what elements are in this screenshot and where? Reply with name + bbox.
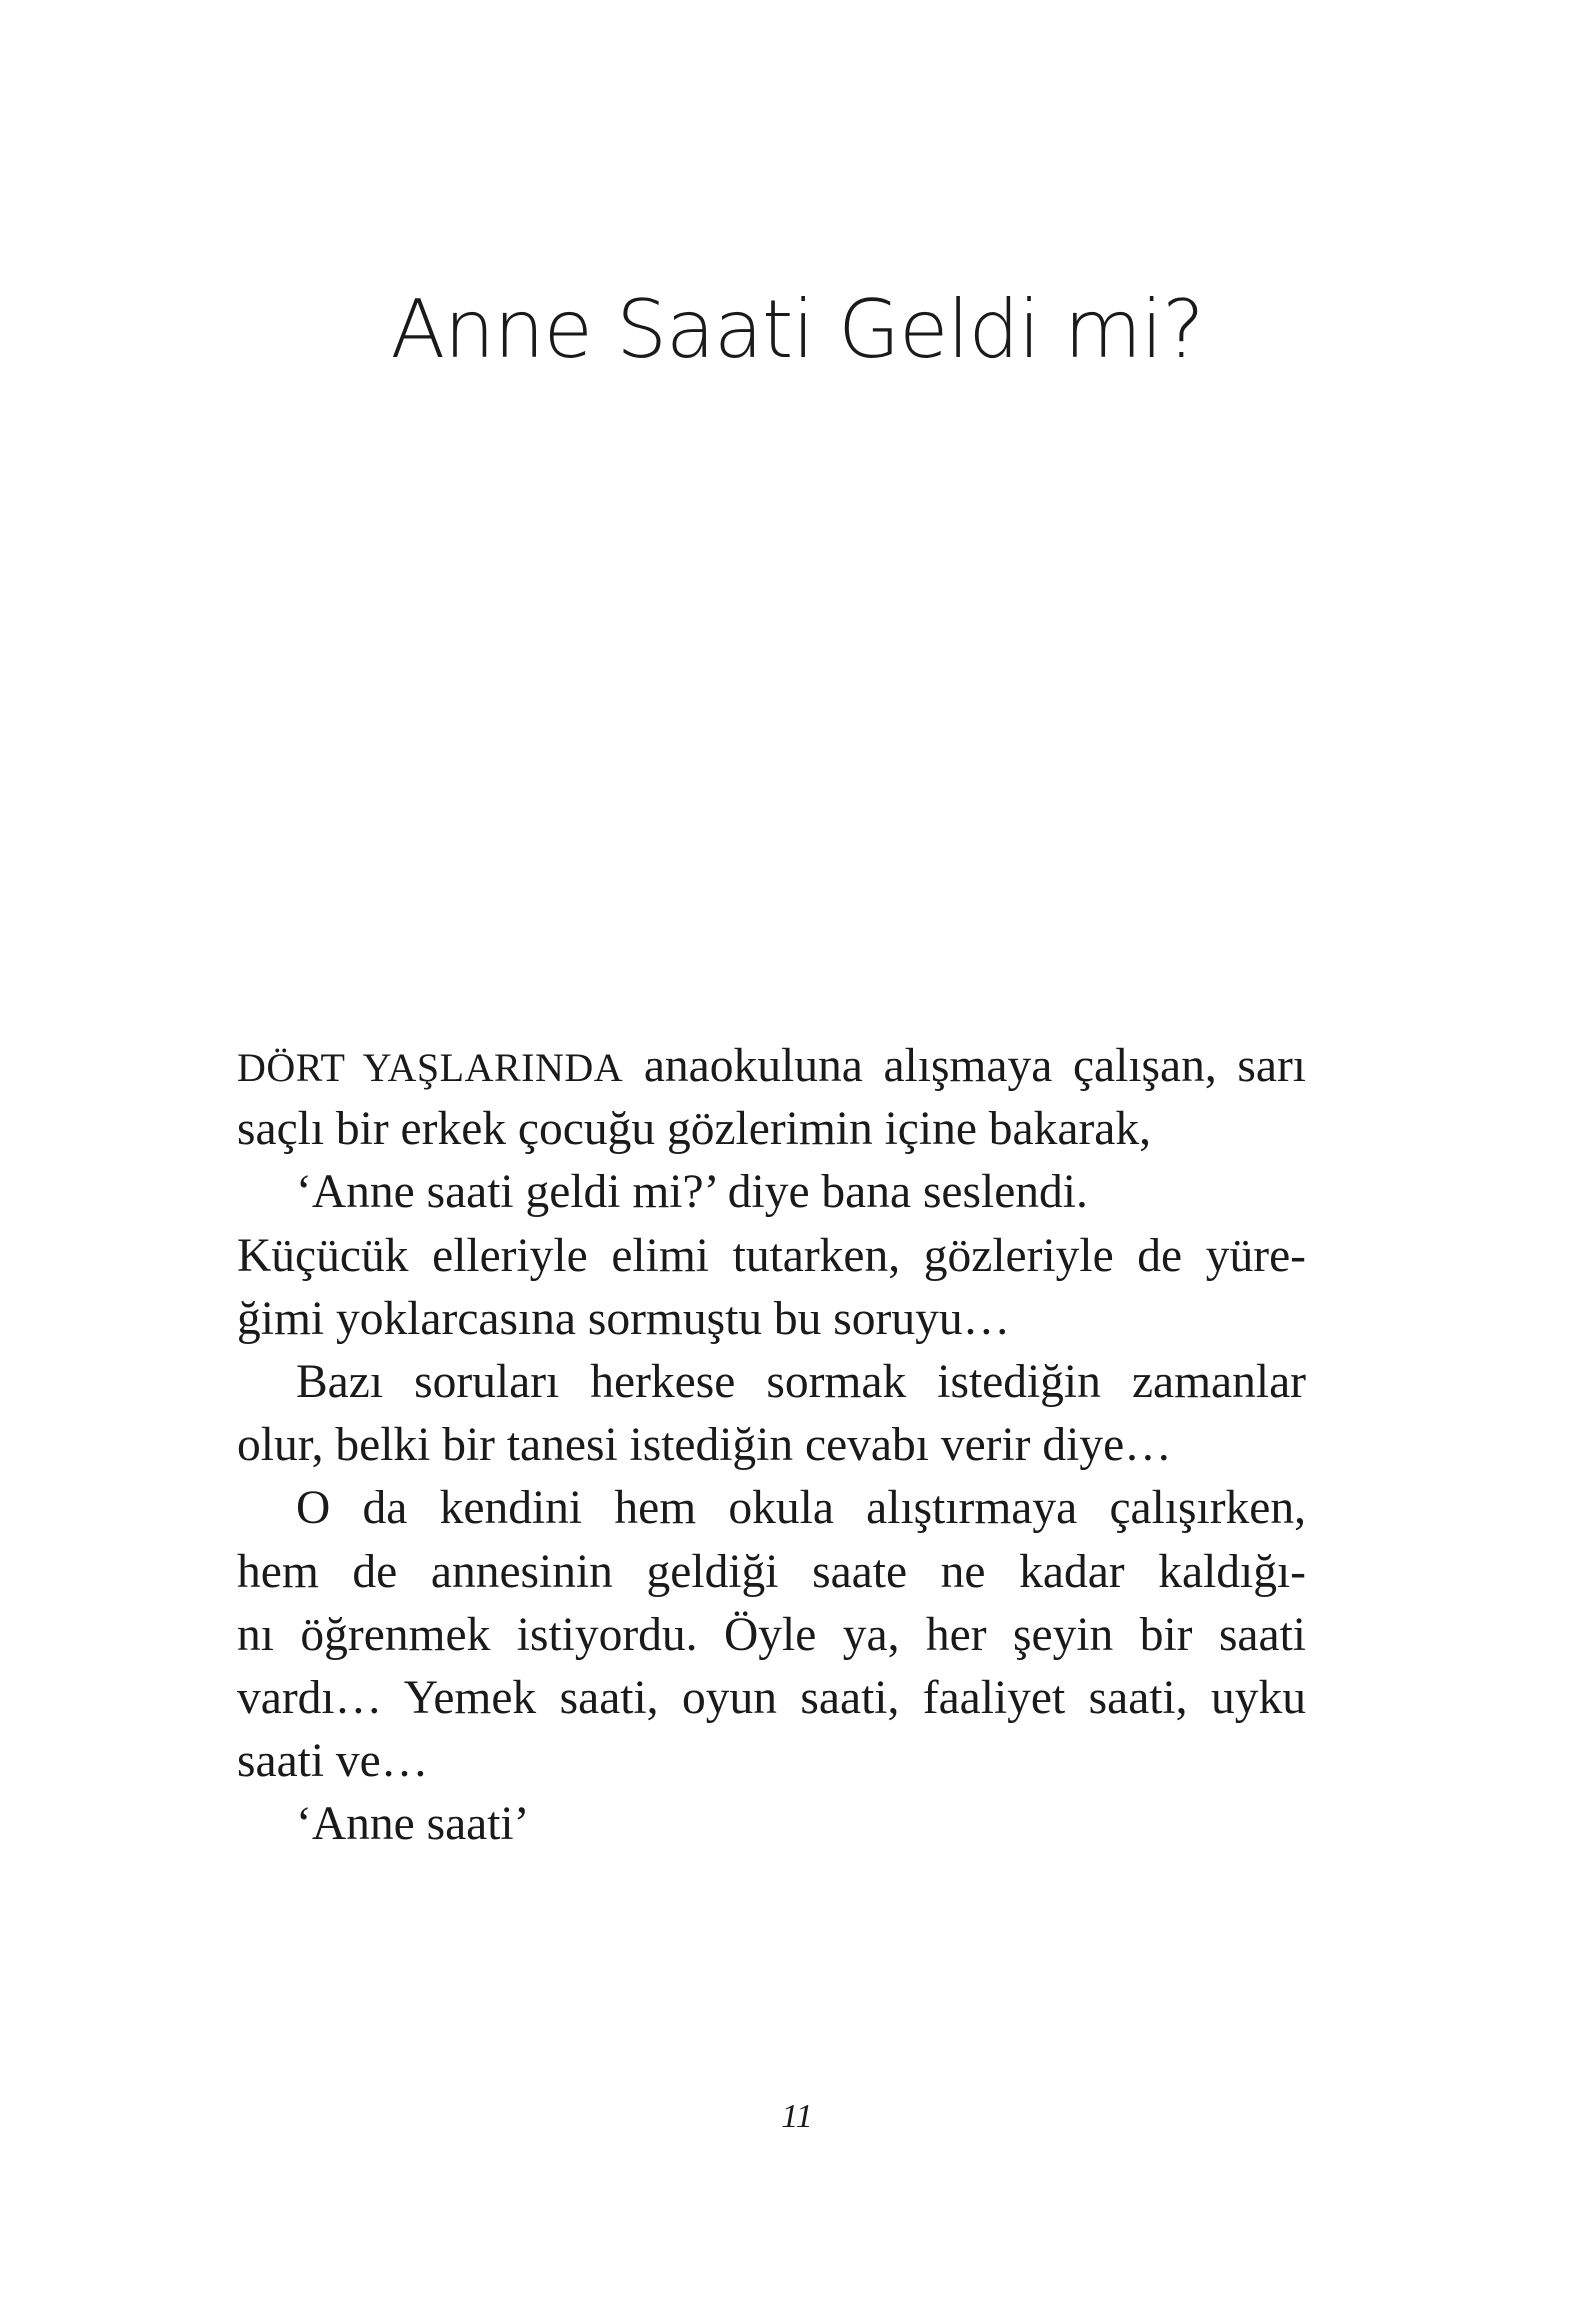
paragraph-5-line-1: ‘Anne saati’ — [296, 1798, 530, 1851]
paragraph-1-line-1-text: anaokuluna alışmaya çalışan, sarı — [623, 1040, 1306, 1092]
paragraph-4-line-2: hem de annesinin geldiği saate ne kadar kaldığı- — [237, 1545, 1306, 1598]
small-caps-lead: DÖRT YAŞLARINDA — [237, 1045, 624, 1090]
paragraph-4-line-1: O da kendini hem okula alıştırmaya çalışırken, — [296, 1482, 1306, 1535]
chapter-title: Anne Saati Geldi mi? — [390, 283, 1204, 376]
paragraph-3-line-1: Bazı soruları herkese sormak istediğin zamanlar — [296, 1355, 1306, 1408]
paragraph-3-line-2: olur, belki bir tanesi istediğin cevabı verir diye… — [237, 1419, 1172, 1472]
page-number: 11 — [781, 2098, 813, 2135]
paragraph-2-line-1: ‘Anne saati geldi mi?’ diye bana seslendi. — [296, 1166, 1088, 1219]
paragraph-4-line-3: nı öğrenmek istiyordu. Öyle ya, her şeyin bir saati — [237, 1608, 1306, 1661]
paragraph-1-line-2: saçlı bir erkek çocuğu gözlerimin içine bakarak, — [237, 1103, 1151, 1156]
paragraph-4-line-5: saati ve… — [237, 1735, 429, 1788]
paragraph-1-line-1 — [237, 1035, 1306, 1098]
body-text — [237, 1035, 1306, 1856]
paragraph-2-line-3: ğimi yoklarcasına sormuştu bu soruyu… — [237, 1292, 1011, 1345]
paragraph-2-line-2: Küçücük elleriyle elimi tutarken, gözleriyle de yüre- — [237, 1229, 1306, 1282]
paragraph-4-line-4: vardı… Yemek saati, oyun saati, faaliyet saati, uyku — [237, 1671, 1306, 1724]
